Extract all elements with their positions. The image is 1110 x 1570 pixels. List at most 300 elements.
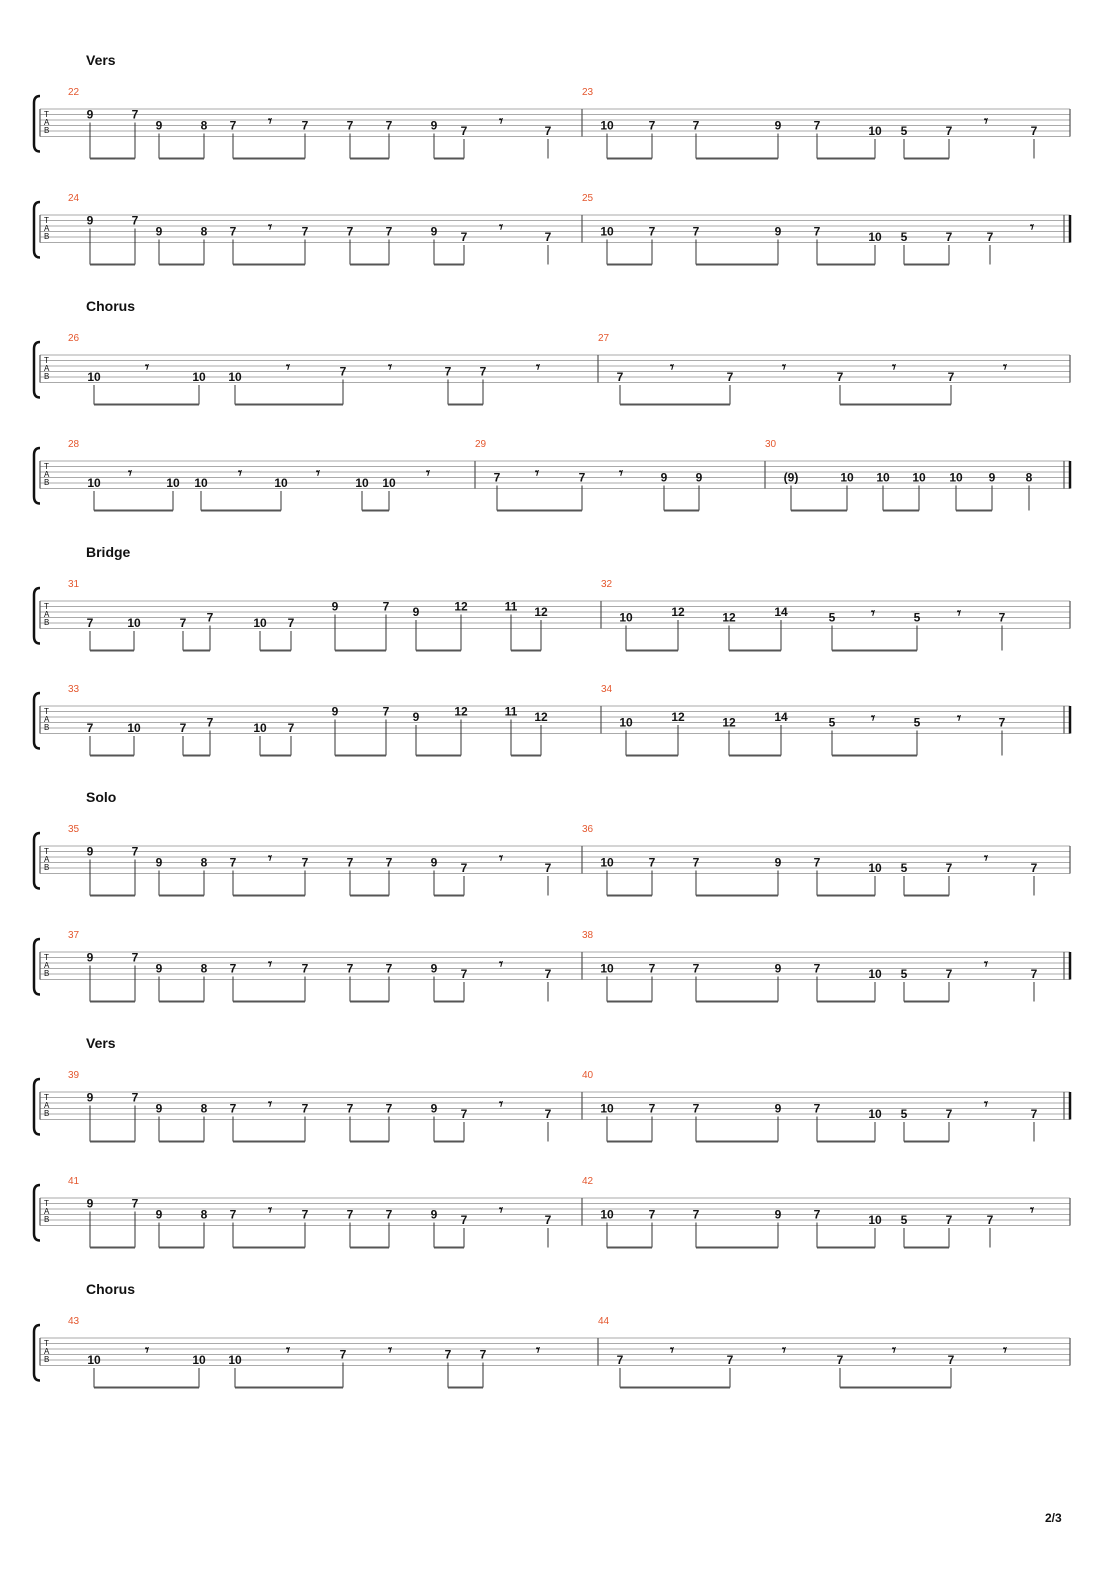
rest-symbol: 𝄾 bbox=[892, 358, 896, 376]
fret-number: 7 bbox=[544, 861, 552, 875]
note-beam bbox=[607, 264, 652, 266]
fret-number: 12 bbox=[722, 715, 736, 730]
fret-number: 7 bbox=[692, 118, 700, 133]
fret-number: 7 bbox=[346, 1101, 354, 1116]
fret-number: 7 bbox=[229, 224, 237, 239]
rest-symbol: 𝄾 bbox=[286, 1341, 290, 1359]
tab-clef-letter: A bbox=[44, 715, 50, 724]
fret-number: 9 bbox=[430, 224, 438, 239]
tab-clef-letter: T bbox=[44, 1199, 49, 1208]
tab-clef-letter: T bbox=[44, 847, 49, 856]
rest-symbol: 𝄾 bbox=[957, 604, 961, 622]
fret-number: 7 bbox=[385, 961, 393, 976]
fret-number: 7 bbox=[692, 855, 700, 870]
fret-number: 7 bbox=[945, 1213, 953, 1227]
fret-number: 10 bbox=[949, 470, 963, 485]
fret-number: 7 bbox=[339, 1347, 347, 1362]
tab-clef-letter: A bbox=[44, 224, 50, 233]
tab-clef-letter: T bbox=[44, 1093, 49, 1102]
fret-number: 12 bbox=[534, 710, 548, 724]
fret-number: 7 bbox=[945, 861, 953, 875]
fret-number: 7 bbox=[945, 1107, 953, 1121]
fret-number: 10 bbox=[600, 961, 614, 976]
fret-number: 7 bbox=[544, 1213, 552, 1227]
bar-number: 28 bbox=[68, 439, 80, 450]
note-beam bbox=[159, 1001, 204, 1003]
fret-number: 9 bbox=[155, 118, 163, 133]
fret-number: 9 bbox=[774, 118, 782, 133]
tab-clef-letter: T bbox=[44, 110, 49, 119]
note-beam bbox=[696, 1001, 778, 1003]
fret-number: 10 bbox=[868, 1107, 882, 1121]
tab-clef-letter: B bbox=[44, 1109, 50, 1118]
fret-number: 7 bbox=[301, 1207, 309, 1222]
note-beam bbox=[350, 1001, 389, 1003]
note-beam bbox=[434, 264, 464, 266]
note-beam bbox=[904, 1141, 949, 1143]
fret-number: 7 bbox=[206, 715, 214, 730]
rest-symbol: 𝄾 bbox=[499, 218, 503, 236]
tab-clef-letter: B bbox=[44, 1215, 50, 1224]
fret-number: 9 bbox=[155, 224, 163, 239]
tab-clef-letter: A bbox=[44, 118, 50, 127]
rest-symbol: 𝄾 bbox=[286, 358, 290, 376]
fret-number: 10 bbox=[87, 370, 101, 384]
fret-number: 5 bbox=[900, 967, 908, 981]
fret-number: 9 bbox=[331, 599, 339, 614]
fret-number: 7 bbox=[179, 721, 187, 735]
section-label: Solo bbox=[86, 789, 117, 805]
fret-number: 7 bbox=[131, 1090, 139, 1105]
system-bracket bbox=[34, 833, 40, 889]
note-beam bbox=[159, 158, 204, 160]
fret-number: 7 bbox=[382, 704, 390, 719]
note-beam bbox=[90, 755, 134, 757]
note-beam bbox=[350, 264, 389, 266]
rest-symbol: 𝄾 bbox=[268, 112, 272, 130]
bar-number: 39 bbox=[68, 1070, 80, 1081]
note-beam bbox=[159, 895, 204, 897]
system-bracket bbox=[34, 448, 40, 504]
fret-number: 7 bbox=[692, 1101, 700, 1116]
fret-number: 7 bbox=[131, 1196, 139, 1211]
fret-number: 10 bbox=[876, 470, 890, 485]
note-beam bbox=[840, 1387, 951, 1389]
note-beam bbox=[791, 510, 847, 512]
rest-symbol: 𝄾 bbox=[871, 604, 875, 622]
fret-number: 7 bbox=[813, 1207, 821, 1222]
fret-number: 7 bbox=[206, 610, 214, 625]
fret-number: 9 bbox=[412, 605, 420, 619]
fret-number: 7 bbox=[648, 118, 656, 133]
rest-symbol: 𝄾 bbox=[388, 1341, 392, 1359]
rest-symbol: 𝄾 bbox=[128, 464, 132, 482]
note-beam bbox=[350, 1141, 389, 1143]
fret-number: 9 bbox=[86, 1090, 94, 1105]
fret-number: 7 bbox=[229, 855, 237, 870]
rest-symbol: 𝄾 bbox=[984, 849, 988, 867]
fret-number: 7 bbox=[229, 961, 237, 976]
fret-number: 7 bbox=[1030, 124, 1038, 138]
fret-number: 7 bbox=[986, 230, 994, 244]
fret-number: 7 bbox=[460, 124, 468, 138]
fret-number: 7 bbox=[460, 230, 468, 244]
note-beam bbox=[956, 510, 992, 512]
fret-number: 9 bbox=[86, 950, 94, 965]
note-beam bbox=[90, 1247, 135, 1249]
note-beam bbox=[350, 1247, 389, 1249]
rest-symbol: 𝄾 bbox=[316, 464, 320, 482]
fret-number: 7 bbox=[1030, 967, 1038, 981]
note-beam bbox=[260, 650, 291, 652]
fret-number: 9 bbox=[412, 710, 420, 724]
note-beam bbox=[90, 650, 134, 652]
fret-number: 12 bbox=[671, 710, 685, 724]
fret-number: 7 bbox=[578, 470, 586, 485]
fret-number: 7 bbox=[544, 1107, 552, 1121]
fret-number: 7 bbox=[131, 844, 139, 859]
bar-number: 41 bbox=[68, 1176, 80, 1187]
note-beam bbox=[335, 650, 386, 652]
system-bracket bbox=[34, 939, 40, 995]
fret-number: 7 bbox=[648, 1207, 656, 1222]
system-bracket bbox=[34, 1325, 40, 1381]
rest-symbol: 𝄾 bbox=[499, 1201, 503, 1219]
bar-number: 33 bbox=[68, 684, 80, 695]
note-beam bbox=[233, 1001, 305, 1003]
fret-number: 7 bbox=[385, 1207, 393, 1222]
note-beam bbox=[696, 264, 778, 266]
fret-number: 10 bbox=[228, 370, 242, 384]
rest-symbol: 𝄾 bbox=[871, 709, 875, 727]
fret-number: 7 bbox=[836, 370, 844, 384]
note-beam bbox=[696, 158, 778, 160]
fret-number: 9 bbox=[774, 224, 782, 239]
fret-number: 7 bbox=[131, 107, 139, 122]
rest-symbol: 𝄾 bbox=[268, 849, 272, 867]
fret-number: 7 bbox=[986, 1213, 994, 1227]
note-beam bbox=[817, 1141, 875, 1143]
fret-number: 10 bbox=[868, 967, 882, 981]
note-beam bbox=[90, 1001, 135, 1003]
rest-symbol: 𝄾 bbox=[499, 849, 503, 867]
fret-number: 9 bbox=[774, 961, 782, 976]
fret-number: 9 bbox=[774, 1101, 782, 1116]
note-beam bbox=[183, 650, 210, 652]
fret-number: 7 bbox=[726, 1353, 734, 1367]
fret-number: 7 bbox=[813, 1101, 821, 1116]
fret-number: 7 bbox=[813, 118, 821, 133]
fret-number: 10 bbox=[253, 721, 267, 735]
fret-number: 7 bbox=[544, 124, 552, 138]
fret-number: 10 bbox=[87, 476, 101, 490]
fret-number: 7 bbox=[1030, 1107, 1038, 1121]
system-bracket bbox=[34, 1079, 40, 1135]
rest-symbol: 𝄾 bbox=[268, 218, 272, 236]
fret-number: 7 bbox=[339, 364, 347, 379]
fret-number: 8 bbox=[200, 855, 208, 870]
fret-number: 5 bbox=[900, 861, 908, 875]
fret-number: 10 bbox=[253, 616, 267, 630]
fret-number: 9 bbox=[430, 1207, 438, 1222]
note-beam bbox=[817, 1247, 875, 1249]
fret-number: 9 bbox=[331, 704, 339, 719]
rest-symbol: 𝄾 bbox=[238, 464, 242, 482]
fret-number: 10 bbox=[600, 224, 614, 239]
note-beam bbox=[235, 404, 343, 406]
fret-number: 10 bbox=[274, 476, 288, 490]
tab-clef-letter: T bbox=[44, 462, 49, 471]
fret-number: 10 bbox=[600, 118, 614, 133]
fret-number: 7 bbox=[179, 616, 187, 630]
fret-number: (9) bbox=[783, 470, 799, 485]
tab-clef-letter: B bbox=[44, 232, 50, 241]
fret-number: 9 bbox=[660, 470, 668, 485]
fret-number: 7 bbox=[301, 855, 309, 870]
fret-number: 5 bbox=[900, 1213, 908, 1227]
fret-number: 7 bbox=[385, 1101, 393, 1116]
fret-number: 10 bbox=[194, 476, 208, 490]
bar-number: 35 bbox=[68, 824, 80, 835]
rest-symbol: 𝄾 bbox=[499, 112, 503, 130]
fret-number: 12 bbox=[534, 605, 548, 619]
bar-number: 24 bbox=[68, 193, 80, 204]
tab-clef-letter: T bbox=[44, 216, 49, 225]
fret-number: 10 bbox=[868, 230, 882, 244]
fret-number: 9 bbox=[86, 1196, 94, 1211]
bar-number: 34 bbox=[601, 684, 613, 695]
note-beam bbox=[817, 264, 875, 266]
fret-number: 10 bbox=[127, 721, 141, 735]
bar-number: 25 bbox=[582, 193, 594, 204]
fret-number: 7 bbox=[301, 961, 309, 976]
fret-number: 11 bbox=[504, 704, 518, 719]
bar-number: 27 bbox=[598, 333, 610, 344]
tab-clef-letter: T bbox=[44, 953, 49, 962]
note-beam bbox=[235, 1387, 343, 1389]
fret-number: 9 bbox=[430, 118, 438, 133]
fret-number: 7 bbox=[813, 855, 821, 870]
note-beam bbox=[511, 755, 541, 757]
fret-number: 7 bbox=[544, 967, 552, 981]
note-beam bbox=[350, 158, 389, 160]
note-beam bbox=[607, 1001, 652, 1003]
fret-number: 10 bbox=[355, 476, 369, 490]
fret-number: 7 bbox=[1030, 861, 1038, 875]
fret-number: 12 bbox=[671, 605, 685, 619]
tab-clef-letter: B bbox=[44, 863, 50, 872]
note-beam bbox=[607, 158, 652, 160]
fret-number: 7 bbox=[229, 1101, 237, 1116]
rest-symbol: 𝄾 bbox=[1030, 218, 1034, 236]
fret-number: 10 bbox=[600, 1101, 614, 1116]
rest-symbol: 𝄾 bbox=[670, 1341, 674, 1359]
rest-symbol: 𝄾 bbox=[426, 464, 430, 482]
fret-number: 7 bbox=[229, 118, 237, 133]
bar-number: 40 bbox=[582, 1070, 594, 1081]
fret-number: 9 bbox=[155, 855, 163, 870]
bar-number: 29 bbox=[475, 439, 487, 450]
tab-clef-letter: A bbox=[44, 855, 50, 864]
fret-number: 7 bbox=[301, 1101, 309, 1116]
note-beam bbox=[159, 1247, 204, 1249]
fret-number: 10 bbox=[600, 1207, 614, 1222]
fret-number: 5 bbox=[913, 610, 921, 625]
fret-number: 7 bbox=[346, 224, 354, 239]
tab-clef-letter: B bbox=[44, 126, 50, 135]
note-beam bbox=[626, 650, 678, 652]
note-beam bbox=[434, 1001, 464, 1003]
fret-number: 9 bbox=[695, 470, 703, 485]
fret-number: 8 bbox=[200, 961, 208, 976]
note-beam bbox=[904, 895, 949, 897]
fret-number: 10 bbox=[87, 1353, 101, 1367]
tab-clef-letter: A bbox=[44, 470, 50, 479]
fret-number: 8 bbox=[1025, 470, 1033, 485]
note-beam bbox=[817, 158, 875, 160]
fret-number: 8 bbox=[200, 1207, 208, 1222]
tab-clef-letter: B bbox=[44, 372, 50, 381]
fret-number: 10 bbox=[228, 1353, 242, 1367]
note-beam bbox=[904, 264, 949, 266]
fret-number: 7 bbox=[287, 616, 295, 630]
fret-number: 10 bbox=[192, 1353, 206, 1367]
fret-number: 5 bbox=[900, 124, 908, 138]
fret-number: 9 bbox=[86, 844, 94, 859]
rest-symbol: 𝄾 bbox=[536, 358, 540, 376]
bar-number: 43 bbox=[68, 1316, 80, 1327]
note-beam bbox=[817, 895, 875, 897]
fret-number: 7 bbox=[692, 1207, 700, 1222]
note-beam bbox=[729, 650, 781, 652]
rest-symbol: 𝄾 bbox=[1003, 358, 1007, 376]
fret-number: 7 bbox=[945, 967, 953, 981]
note-beam bbox=[607, 1247, 652, 1249]
fret-number: 7 bbox=[648, 1101, 656, 1116]
fret-number: 7 bbox=[346, 855, 354, 870]
fret-number: 7 bbox=[648, 224, 656, 239]
rest-symbol: 𝄾 bbox=[1003, 1341, 1007, 1359]
note-beam bbox=[883, 510, 919, 512]
fret-number: 12 bbox=[722, 610, 736, 625]
fret-number: 9 bbox=[86, 107, 94, 122]
rest-symbol: 𝄾 bbox=[670, 358, 674, 376]
note-beam bbox=[335, 755, 386, 757]
fret-number: 7 bbox=[947, 1353, 955, 1367]
system-bracket bbox=[34, 202, 40, 258]
note-beam bbox=[350, 895, 389, 897]
rest-symbol: 𝄾 bbox=[984, 1095, 988, 1113]
fret-number: 9 bbox=[774, 855, 782, 870]
rest-symbol: 𝄾 bbox=[268, 955, 272, 973]
note-beam bbox=[94, 404, 199, 406]
fret-number: 12 bbox=[454, 599, 468, 614]
rest-symbol: 𝄾 bbox=[782, 358, 786, 376]
note-beam bbox=[159, 264, 204, 266]
rest-symbol: 𝄾 bbox=[145, 358, 149, 376]
note-beam bbox=[233, 1247, 305, 1249]
note-beam bbox=[620, 404, 730, 406]
rest-symbol: 𝄾 bbox=[957, 709, 961, 727]
fret-number: 7 bbox=[726, 370, 734, 384]
fret-number: 7 bbox=[460, 1107, 468, 1121]
note-beam bbox=[233, 264, 305, 266]
rest-symbol: 𝄾 bbox=[499, 1095, 503, 1113]
fret-number: 10 bbox=[382, 476, 396, 490]
tab-clef-letter: A bbox=[44, 1207, 50, 1216]
fret-number: 7 bbox=[385, 855, 393, 870]
rest-symbol: 𝄾 bbox=[536, 1341, 540, 1359]
note-beam bbox=[904, 1247, 949, 1249]
tab-clef-letter: T bbox=[44, 707, 49, 716]
note-beam bbox=[904, 158, 949, 160]
fret-number: 8 bbox=[200, 118, 208, 133]
fret-number: 7 bbox=[616, 1353, 624, 1367]
fret-number: 9 bbox=[774, 1207, 782, 1222]
note-beam bbox=[159, 1141, 204, 1143]
fret-number: 7 bbox=[998, 715, 1006, 730]
note-beam bbox=[607, 895, 652, 897]
note-beam bbox=[233, 895, 305, 897]
note-beam bbox=[448, 404, 483, 406]
note-beam bbox=[434, 1247, 464, 1249]
fret-number: 7 bbox=[947, 370, 955, 384]
note-beam bbox=[626, 755, 678, 757]
system-bracket bbox=[34, 1185, 40, 1241]
note-beam bbox=[201, 510, 281, 512]
note-beam bbox=[90, 1141, 135, 1143]
tab-clef-letter: A bbox=[44, 610, 50, 619]
tab-clef-letter: T bbox=[44, 602, 49, 611]
fret-number: 12 bbox=[454, 704, 468, 719]
note-beam bbox=[90, 158, 135, 160]
fret-number: 7 bbox=[346, 118, 354, 133]
note-beam bbox=[832, 755, 917, 757]
fret-number: 5 bbox=[900, 1107, 908, 1121]
fret-number: 7 bbox=[813, 961, 821, 976]
system-bracket bbox=[34, 588, 40, 644]
fret-number: 10 bbox=[600, 855, 614, 870]
tab-clef-letter: B bbox=[44, 1355, 50, 1364]
fret-number: 10 bbox=[127, 616, 141, 630]
tab-clef-letter: B bbox=[44, 478, 50, 487]
system-bracket bbox=[34, 693, 40, 749]
section-label: Chorus bbox=[86, 298, 135, 314]
note-beam bbox=[696, 895, 778, 897]
fret-number: 7 bbox=[692, 224, 700, 239]
fret-number: 7 bbox=[493, 470, 501, 485]
bar-number: 30 bbox=[765, 439, 777, 450]
note-beam bbox=[511, 650, 541, 652]
fret-number: 7 bbox=[131, 950, 139, 965]
note-beam bbox=[90, 895, 135, 897]
fret-number: 7 bbox=[301, 224, 309, 239]
rest-symbol: 𝄾 bbox=[535, 464, 539, 482]
tab-clef-letter: B bbox=[44, 618, 50, 627]
note-beam bbox=[90, 264, 135, 266]
fret-number: 10 bbox=[868, 124, 882, 138]
fret-number: 9 bbox=[86, 213, 94, 228]
rest-symbol: 𝄾 bbox=[984, 955, 988, 973]
rest-symbol: 𝄾 bbox=[782, 1341, 786, 1359]
system-bracket bbox=[34, 96, 40, 152]
note-beam bbox=[729, 755, 781, 757]
fret-number: 10 bbox=[619, 715, 633, 730]
fret-number: 7 bbox=[945, 124, 953, 138]
bar-number: 42 bbox=[582, 1176, 594, 1187]
fret-number: 7 bbox=[945, 230, 953, 244]
fret-number: 14 bbox=[774, 605, 788, 619]
